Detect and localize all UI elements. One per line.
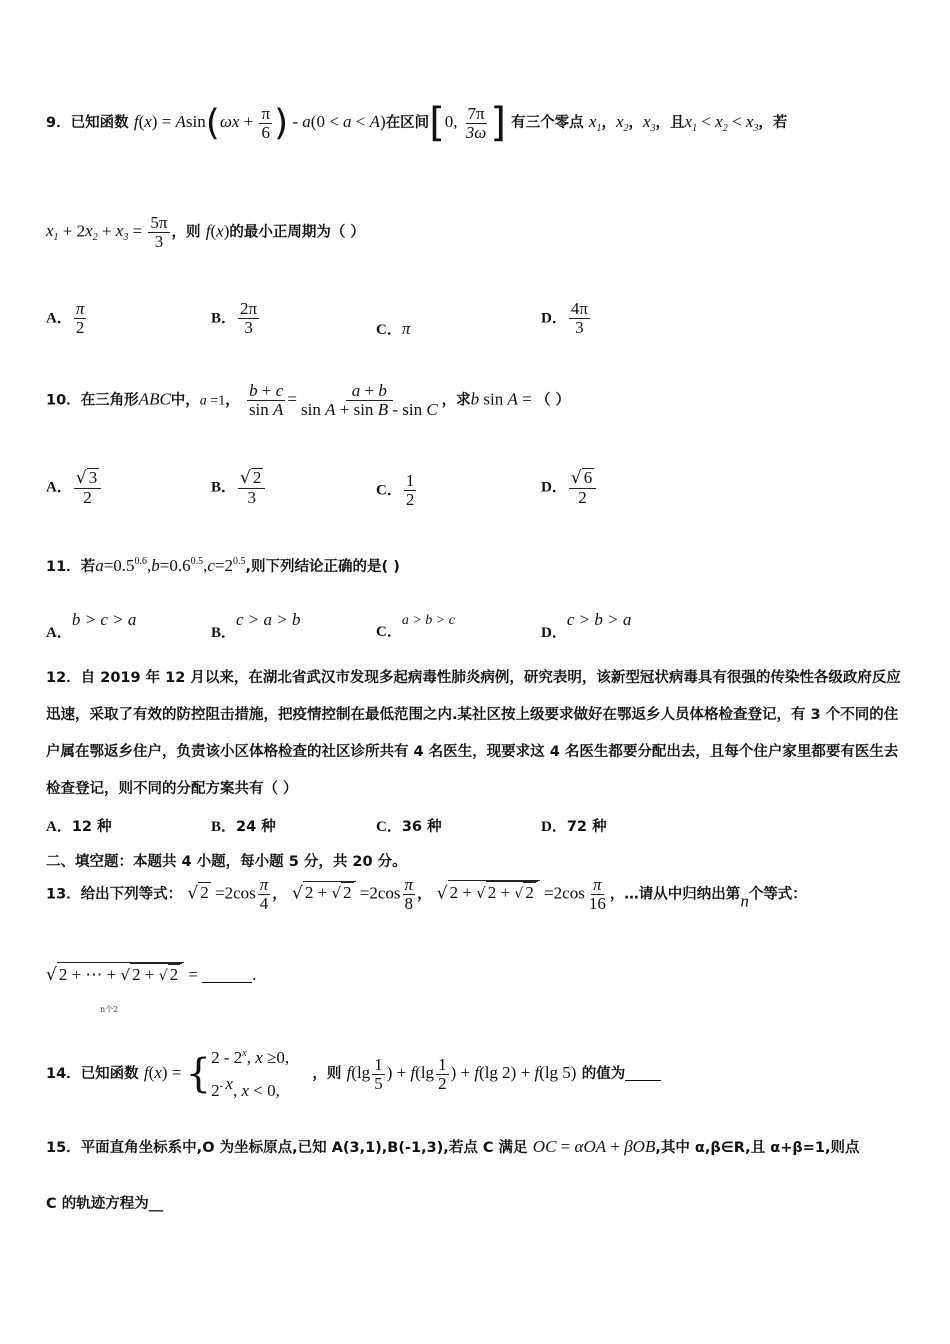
q13-blank[interactable] — [202, 968, 252, 983]
q13-answer: √ 2 + ⋯ + √ 2 + √ 2 = . — [46, 962, 256, 985]
q10-option-b[interactable]: B． $\frac{√ 2}{3}$ — [211, 468, 267, 507]
q10-line: 10．在三角形ABC中，a =1， $\frac{b + c}{\text{sin A}}$ = $\frac{a + b}{\text{sin A + sin B - sin C}}$ ，求b sin A = （ ） — [46, 381, 571, 419]
q9-option-a[interactable]: A． $\frac{\pi}{2}$ — [46, 299, 85, 337]
q10-option-c[interactable]: C． $\frac{1}{2}$ — [376, 471, 415, 509]
q9-function: f — [133, 112, 139, 131]
q9-option-d[interactable]: D． $\frac{4\pi}{3}$ — [541, 299, 588, 337]
q9-line2: $x_1 + 2x_2 + x_3$ = $\frac{5\pi}{3}$ ，则 f(x)的最小正周期为（ ） — [46, 213, 365, 251]
q9-line1: 9．已知函数 f(x) = Asin(ωx + $\frac{\pi}{6}$ ) - a(0 < a < A)在区间[0, $\frac{7\pi}{3\omega}$ ] 有三个零点 $x_1$，$x_2$，$x_3$，且$x_1 < x_2 < x_3$，若 — [46, 100, 788, 146]
q15-line2: C 的轨迹方程为__ — [46, 1196, 164, 1212]
q14-line: 14．已知函数 f(x) = { 2 - 2$^x$, x ≥0, $2^{- x}$, x < 0, ，则 f(lg $\frac{1}{5}$ ) + f(lg $\frac{1}{2}$ ) + f(lg 2) + f(lg 5) 的值为 — [46, 1045, 661, 1103]
q13-number: 13． — [46, 886, 81, 903]
q15-number: 15． — [46, 1140, 81, 1156]
q15-line1: 15．平面直角坐标系中,O 为坐标原点,已知 A(3,1),B(-1,3),若点 C 满足 OC = αOA + βOB,其中 α,β∈R,且 α+β=1,则点 — [46, 1137, 860, 1156]
q11-option-c[interactable]: C．a > b > c — [376, 613, 455, 640]
q11-option-a[interactable]: A．b > c > a — [46, 610, 137, 641]
q10-number: 10． — [46, 392, 81, 409]
q11-option-b[interactable]: B．c > a > b — [211, 610, 301, 641]
q13-line: 13．给出下列等式： √ 2 =2cos $\frac{\pi}{4}$ ， √ 2 + √ 2 =2cos $\frac{\pi}{8}$ ， √ 2 + √ 2 + √ 2 =2cos $\frac{\pi}{16}$ ，…请从中归纳出第n个等式： — [46, 875, 807, 913]
q11-number: 11． — [46, 559, 81, 575]
q12-option-c[interactable]: C．36 种 — [376, 819, 442, 835]
q9-option-b[interactable]: B． $\frac{2\pi}{3}$ — [211, 299, 258, 337]
section-heading: 二、填空题：本题共 4 小题，每小题 5 分，共 20 分。 — [46, 854, 407, 870]
q12-text: 12．自 2019 年 12 月以来，在湖北省武汉市发现多起病毒性肺炎病例，研究表明，该新型冠状病毒具有很强的传染性各级政府反应迅速，采取了有效的防控阻击措施，把疫情控制在最低范围之内.某社区按上级要求做好在鄂返乡人员体格检查登记，有 3 个不同的住户属在鄂返乡住户，负责该小区体格检查的社区诊所共有 4 名医生，现要求这 4 名医生都要分配出去，且每个住户家里都要有医生去检查登记，则不同的分配方案共有（ ） — [46, 670, 901, 797]
q9-option-c[interactable]: C．π — [376, 319, 411, 338]
q10-option-d[interactable]: D． $\frac{√ 6}{2}$ — [541, 468, 598, 507]
q13-brace-note: n个2 — [100, 1005, 119, 1014]
q12-option-b[interactable]: B．24 种 — [211, 819, 276, 835]
q12-option-d[interactable]: D．72 种 — [541, 819, 607, 835]
q11-option-d[interactable]: D．c > b > a — [541, 610, 632, 641]
q14-number: 14． — [46, 1066, 81, 1082]
q10-option-a[interactable]: A． $\frac{√ 3}{2}$ — [46, 468, 103, 507]
q12-option-a[interactable]: A．12 种 — [46, 819, 112, 835]
q9-number: 9． — [46, 115, 71, 131]
q14-blank[interactable] — [625, 1066, 661, 1081]
q11-line: 11．若$a=0.5^{0.6},b=0.6^{0.5},c=2^{0.5}$,则下列结论正确的是( ) — [46, 556, 400, 575]
